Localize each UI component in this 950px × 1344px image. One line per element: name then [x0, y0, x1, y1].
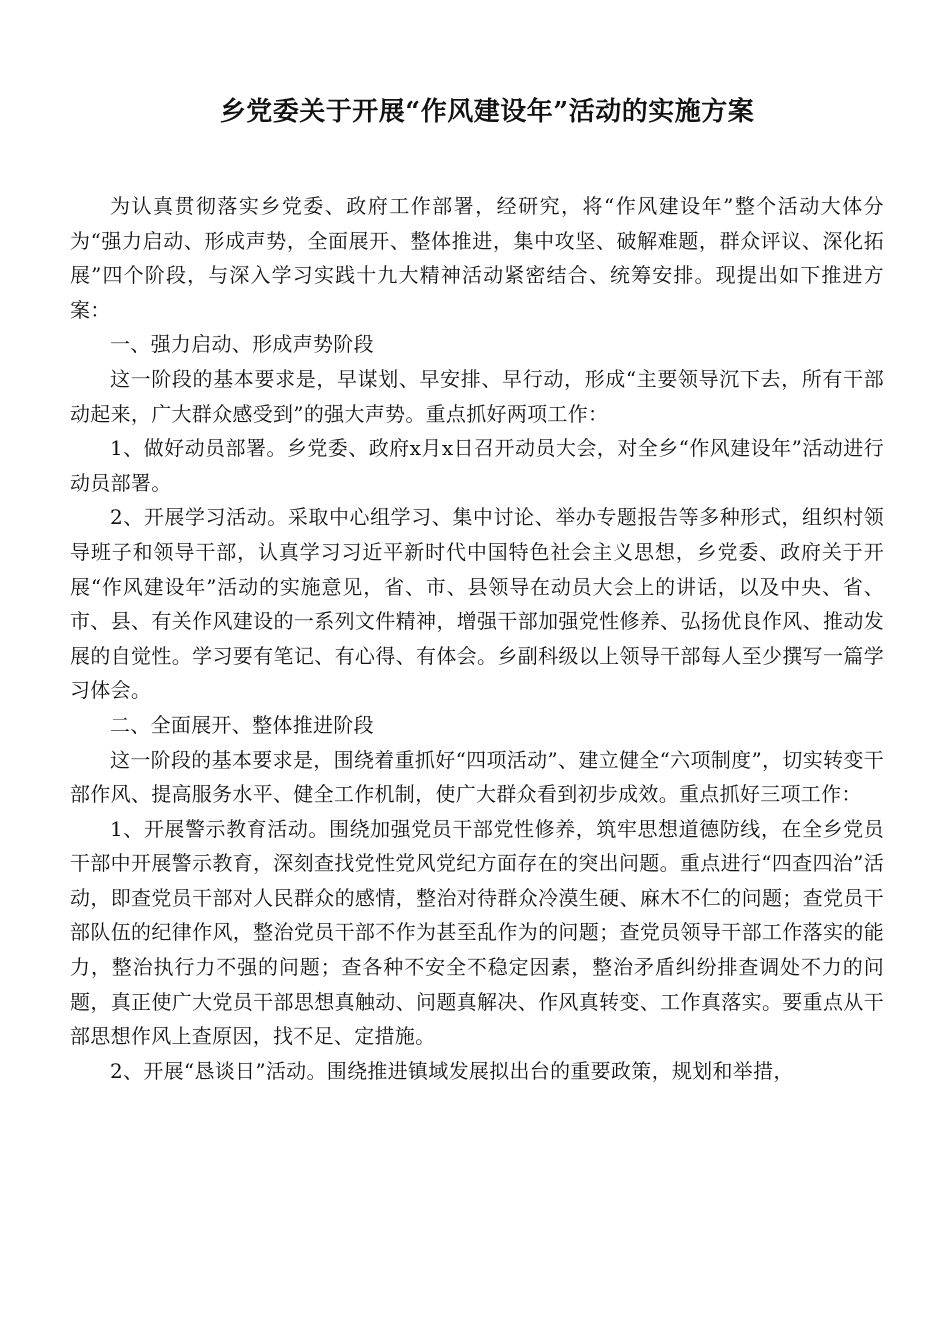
section-2-item-1: 1、开展警示教育活动。围绕加强党员干部党性修养，筑牢思想道德防线，在全乡党员干部中开展警示教育，深刻查找党性党风党纪方面存在的突出问题。重点进行“四查四治”活动，即查党员干部对人民群众的感情，整治对待群众冷漠生硬、麻木不仁的问题；查党员干部队伍的纪律作风，整治党员干部不作为甚至乱作为的问题；查党员领导干部工作落实的能力，整治执行力不强的问题；查各种不安全不稳定因素，整治矛盾纠纷排查调处不力的问题，真正使广大党员干部思想真触动、问题真解决、作风真转变、工作真落实。要重点从干部思想作风上查原因，找不足、定措施。: [70, 816, 884, 1049]
document-title: 乡党委关于开展“作风建设年”活动的实施方案: [219, 97, 755, 127]
section-2-requirements: 这一阶段的基本要求是，围绕着重抓好“四项活动”、建立健全“六项制度”，切实转变干部作风、提高服务水平、健全工作机制，使广大群众看到初步成效。重点抓好三项工作：: [70, 747, 884, 807]
section-heading-1: 一、强力启动、形成声势阶段: [110, 332, 374, 357]
section-1-item-1: 1、做好动员部署。乡党委、政府x月x日召开动员大会，对全乡“作风建设年”活动进行动员部署。: [70, 436, 884, 495]
section-1-item-2: 2、开展学习活动。采取中心组学习、集中讨论、举办专题报告等多种形式，组织村领导班子和领导干部，认真学习习近平新时代中国特色社会主义思想，乡党委、政府关于开展“作风建设年”活动的实施意见，省、市、县领导在动员大会上的讲话，以及中央、省、市、县、有关作风建设的一系列文件精神，增强干部加强党性修养、弘扬优良作风、推动发展的自觉性。学习要有笔记、有心得、有体会。乡副科级以上领导干部每人至少撰写一篇学习体会。: [70, 505, 884, 703]
section-2-item-2: 2、开展“恳谈日”活动。围绕推进镇域发展拟出台的重要政策，规划和举措，: [110, 1058, 794, 1083]
section-heading-2: 二、全面展开、整体推进阶段: [110, 712, 374, 737]
section-1-requirements: 这一阶段的基本要求是，早谋划、早安排、早行动，形成“主要领导沉下去，所有干部动起来，广大群众感受到”的强大声势。重点抓好两项工作：: [70, 366, 884, 426]
intro-paragraph: 为认真贯彻落实乡党委、政府工作部署，经研究，将“作风建设年”整个活动大体分为“强力启动、形成声势，全面展开、整体推进，集中攻坚、破解难题，群众评议、深化拓展”四个阶段，与深入学习实践十九大精神活动紧密结合、统筹安排。现提出如下推进方案：: [70, 194, 884, 322]
